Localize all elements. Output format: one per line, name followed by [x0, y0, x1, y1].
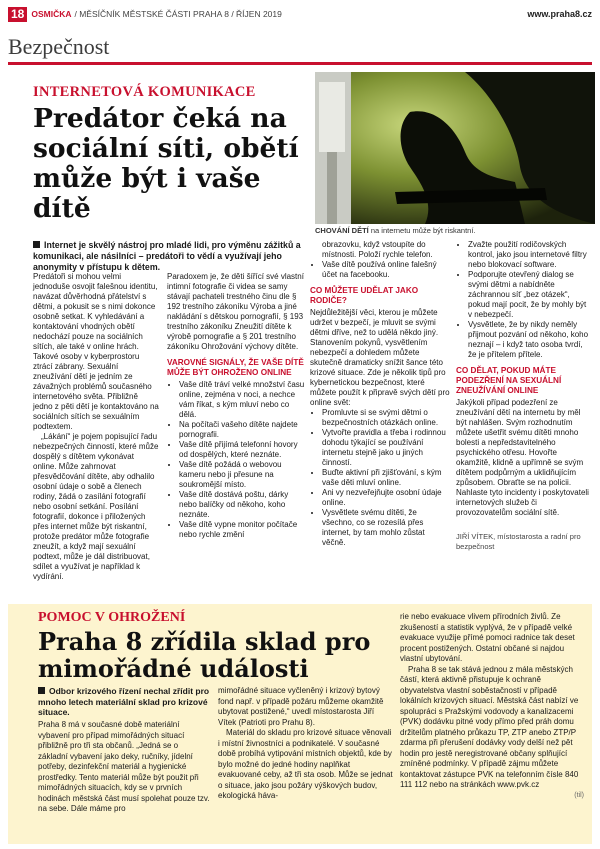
author-credit: (til) — [574, 791, 584, 799]
article1-lead — [33, 240, 303, 274]
bullet-list — [167, 380, 305, 540]
list-item: • Vaše dítě přijímá telefonní hovory od dospělých, které neznáte. — [179, 440, 305, 460]
article1-column-3 — [310, 240, 450, 548]
paragraph: mimořádné situace vyčleněný i krizový bytový fond např. v případě požáru můžeme okamžitě ubytovat postižené,“ uvedl místostarosta Jiří Vítek (Patrioti pro Prahu 8). — [218, 686, 384, 727]
website-link[interactable]: www.praha8.cz — [527, 9, 592, 19]
paragraph: Paradoxem je, že děti šířící své vlastní intimní fotografie či videa se samy stávají pachateli trestného činu dle § 192 trestního zákoníku Výroba a jiné nakládání s dětskou pornografií, § 193 trestního zákoníku Zneužití dítěte k výrobě pornografie a § 201 trestního zákoníku Ohrožování výchovy dítěte. — [167, 272, 304, 351]
paragraph: Nejdůležitější věci, kterou je můžete udržet v bezpečí, je mluvit se svými dětmi dříve, než to udělá někdo jiný. Stanovením pokynů, vysvětlením nebezpečí a dohledem můžete skutečně dramaticky snížit šance této krizové situace. Zde je několik tipů pro kybernetickou bezpečnost, které můžete použít k připravě svých dětí pro online svět: — [310, 308, 450, 407]
article2-column-2 — [218, 686, 394, 802]
paragraph: „Lákání“ je pojem popisující řadu nebezpečných činností, které může dospělý s dítětem vykonávat online. Může zahrnovat přesvědčování dítěte, aby odhalilo osobní údaje o sobě a členech rodiny, žádá o zasílání fotografií nebo osobní setkání. Posílání fotografií, dokonce i přiložených přes internet může být riskantní, protože predátor může fotografie zneužít, a když mají sexuální podtext, může je dál distribuovat, sdílet a využívat je například k vydírání. — [33, 432, 159, 581]
article2-kicker: POMOC V OHROŽENÍ — [38, 610, 186, 625]
article1-column-4 — [456, 240, 592, 552]
photo-caption — [315, 226, 595, 235]
section-title: Bezpečnost — [8, 34, 110, 59]
list-item: • Vaše dítě požádá o webovou kameru nebo ji přesune na soukromější místo. — [179, 460, 305, 490]
paragraph: rie nebo evakuace vlivem přírodních živlů. Ze zkušeností a statistik vyplývá, že v případě velké evakuace využije přímé pomoci radnice tak deset procent postižených. Ostatní občané si najdou vlastní ubytování. — [400, 612, 575, 663]
list-item: • Vysvětlete svému dítěti, že všechno, co se rozesílá přes internet, by tam mohlo zůstat věčně. — [322, 508, 450, 548]
caption-text: na internetu může být riskantní. — [368, 226, 476, 235]
bullet-list — [456, 240, 592, 360]
child-silhouette-illustration — [315, 72, 595, 224]
subheading: CO DĚLAT, POKUD MÁTE PODEZŘENÍ NA SEXUÁLNÍ ZNEUŽÍVÁNÍ ONLINE — [456, 366, 562, 395]
paragraph: Predátoři si mohou velmi jednoduše osvojit falešnou identitu, navázat důvěrhodná přátelství s dětmi, a pokusit se s nimi dokonce osobně setkat. K vyhledávání a kontaktování vhodných obětí nedochází pouze na sociálních sítích, ale také v online hrách. Takové osoby v kyberprostoru ztrácí zábrany. Sexuální zneužívání dětí je jedním ze závažných problémů současného internetového světa. Přibližně jedno z pěti dětí je kontaktováno na sociálních sítích se sexuálním podtextem. — [33, 272, 159, 431]
list-item: • Vytvořte pravidla a třeba i rodinnou dohodu týkající se používání internetu stejně jako u jiných činností. — [322, 428, 450, 468]
list-item: • Vaše dítě tráví velké množství času online, zejména v noci, a nechce vám říkat, s kým mluví nebo co dělá. — [179, 380, 305, 420]
bullet-square-icon — [33, 241, 40, 248]
magazine-subtitle: / MĚSÍČNÍK MĚSTSKÉ ČÁSTI PRAHA 8 / ŘÍJEN 2019 — [74, 9, 282, 19]
list-item: • Vaše dítě používá online falešný účet na facebooku. — [322, 260, 450, 280]
bullet-square-icon — [38, 687, 45, 694]
article2-column-1 — [38, 720, 210, 815]
list-item: • Vaše dítě dostává poštu, dárky nebo balíčky od někoho, koho neznáte. — [179, 490, 305, 520]
list-item: • Podporujte otevřený dialog se svými dětmi a nabídněte záchrannou síť „bez otázek“, pokud mají pocit, že by mohly být v nebezpečí. — [468, 270, 592, 320]
subheading: CO MŮŽETE UDĚLAT JAKO RODIČE? — [310, 286, 419, 305]
subheading: VAROVNÉ SIGNÁLY, ŽE VAŠE DÍTĚ MŮŽE BÝT OHROŽENO ONLINE — [167, 358, 304, 377]
author-signature: JIŘÍ VÍTEK, místostarosta a radní pro bezpečnost — [456, 532, 581, 551]
article2-column-3 — [400, 612, 584, 801]
list-item: • Vysvětlete, že by nikdy neměly přijmout pozvání od někoho, koho neznají – i když tato osoba tvrdí, že je přítelem přítele. — [468, 320, 592, 360]
section-divider — [8, 62, 592, 65]
list-item: • Zvažte použití rodičovských kontrol, jako jsou internetové filtry nebo blokovací software. — [468, 240, 592, 270]
paragraph: Materiál do skladu pro krizové situace věnovali i místní živnostníci a podnikatelé. V současné době probíhá vytipování místních objektů, kde by bylo možné do jedné hodiny naplňkat evakuované ceby, až tři sta osob. Může se jednat o situace, jako jsou požáry výškových budov, ekologická háva- — [218, 728, 393, 800]
page-number: 18 — [8, 7, 27, 22]
article1-column-1 — [33, 272, 159, 582]
list-item: • Promluvte si se svými dětmi o bezpečnostních otázkách online. — [322, 408, 450, 428]
article1-photo — [315, 72, 595, 224]
list-item: • Buďte aktivní při zjišťování, s kým vaše děti mluví online. — [322, 468, 450, 488]
list-item: • Ani vy nezveřejňujte osobní údaje online. — [322, 488, 450, 508]
magazine-name: OSMIČKA — [31, 9, 72, 19]
article1-kicker: INTERNETOVÁ KOMUNIKACE — [33, 84, 256, 100]
article1-headline: Predátor čeká na sociální síti, obětí může být i vaše dítě — [33, 103, 299, 224]
page-header — [8, 6, 592, 22]
paragraph: Praha 8 se tak stává jednou z mála městských částí, která aktivně přistupuje k ochraně obyvatelstva vlastní soběstačností v případě lokálních krizových situací. Městská část nabízí ve spolupráci s Pražskými vodovody a kanalizacemi (PVK) dodávku pitné vody přímo před práh domu držitelům platného průkazu TP, ZTP anebo ZTP/P zdarma při přerušení dodávky vody delší než pět hodin pro jestě neregistrované občany splňující zmíněné podmínky. V případě zájmu můžete kontaktovat zástupce PVK na telefonním čísle 840 111 112 nebo na stránkách www.pvk.cz — [400, 664, 579, 789]
lead-text: Odbor krizového řízení nechal zřídit pro mnoho letech materiální sklad pro krizové situace. — [38, 686, 210, 717]
article2-lead — [38, 686, 210, 718]
bullet-list — [310, 408, 450, 548]
paragraph: Jakýkoli případ podezření ze zneužívání dětí na internetu by měl být nahlášen. Svým rozhodnutím můžete ušetřit svému dítěti mnoho bolesti a nepředstavitelného psychického otřesu. Hovořte okamžitě, klidně a upřímně se svým dítětem podpůrným a uklidňujícím způsobem. Obraťte se na policii. Nahlaste tyto incidenty i poskytovateli internetových služeb či provozovatelům sociální sítě. — [456, 398, 589, 517]
list-item: • Na počítači vašeho dítěte najdete pornografii. — [179, 420, 305, 440]
lead-text: Internet je skvělý nástroj pro mladé lidi, pro výměnu zážitků a komunikaci, ale násilníci – predátoři to vědí a využívají jeho anonymity v přístupu k dětem. — [33, 240, 301, 273]
bullet-list — [310, 260, 450, 280]
article1-column-2 — [167, 272, 305, 540]
list-item: • Vaše dítě vypne monitor počítače nebo rychle změní — [179, 520, 305, 540]
paragraph: obrazovku, když vstoupíte do místnosti. Položí rychle telefon. — [322, 240, 433, 259]
paragraph: Praha 8 má v současné době materiální vybavení pro případ mimořádných situací přibližně pro tři sta občanů. „Jedná se o základní vybavení jako deky, ručníky, jídelní potřeby, dezinfekční materiál a hygienické prostředky. Tento materiál může být použit při mimořádných situacích, kdy se v prvních hodinách městská část musí spolehat pouze tzv. na sebe. Dále máme pro — [38, 720, 210, 813]
article2-headline: Praha 8 zřídila sklad pro mimořádné události — [38, 627, 371, 683]
caption-lead: CHOVÁNÍ DĚTÍ — [315, 226, 369, 235]
